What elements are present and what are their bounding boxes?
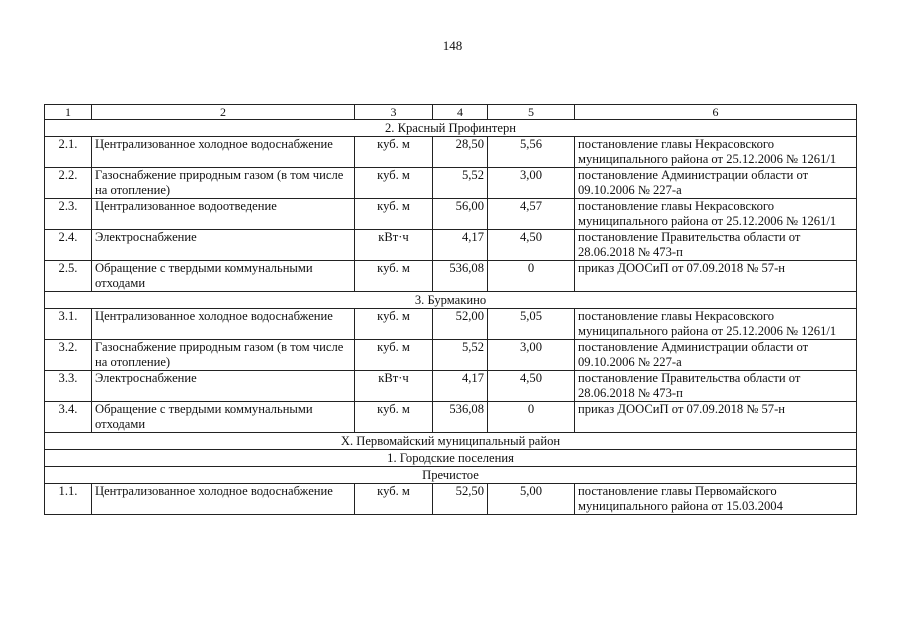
section-heading-row (45, 292, 857, 309)
value-cell: 5,52 (433, 340, 488, 371)
document-reference-cell: приказ ДООСиП от 07.09.2018 № 57-н (575, 402, 857, 433)
service-name-cell: Централизованное холодное водоснабжение (92, 309, 355, 340)
value-cell: 0 (488, 402, 575, 433)
value-cell: 536,08 (433, 261, 488, 292)
table-row (45, 137, 857, 168)
unit-cell: куб. м (355, 309, 433, 340)
item-number-cell: 2.5. (45, 261, 92, 292)
item-number-cell: 3.3. (45, 371, 92, 402)
value-cell: 5,52 (433, 168, 488, 199)
value-cell: 28,50 (433, 137, 488, 168)
service-name-cell: Газоснабжение природным газом (в том числе на отопление) (92, 168, 355, 199)
tariff-table-body (45, 105, 857, 515)
document-reference-cell: постановление главы Некрасовского муниципального района от 25.12.2006 № 1261/1 (575, 309, 857, 340)
service-name-cell: Централизованное холодное водоснабжение (92, 137, 355, 168)
column-number-cell: 2 (92, 105, 355, 120)
item-number-cell: 2.1. (45, 137, 92, 168)
section-heading: 2. Красный Профинтерн (45, 120, 857, 137)
unit-cell: куб. м (355, 484, 433, 515)
section-heading: 1. Городские поселения (45, 450, 857, 467)
service-name-cell: Обращение с твердыми коммунальными отходами (92, 261, 355, 292)
table-row (45, 261, 857, 292)
table-row (45, 371, 857, 402)
column-number-row (45, 105, 857, 120)
value-cell: 4,50 (488, 371, 575, 402)
value-cell: 5,05 (488, 309, 575, 340)
value-cell: 0 (488, 261, 575, 292)
value-cell: 536,08 (433, 402, 488, 433)
table-row (45, 402, 857, 433)
service-name-cell: Газоснабжение природным газом (в том числе на отопление) (92, 340, 355, 371)
document-reference-cell: приказ ДООСиП от 07.09.2018 № 57-н (575, 261, 857, 292)
column-number-cell: 3 (355, 105, 433, 120)
item-number-cell: 2.2. (45, 168, 92, 199)
section-heading: Пречистое (45, 467, 857, 484)
unit-cell: куб. м (355, 199, 433, 230)
value-cell: 3,00 (488, 168, 575, 199)
column-number-cell: 1 (45, 105, 92, 120)
table-row (45, 230, 857, 261)
page-number: 148 (442, 38, 463, 53)
value-cell: 4,50 (488, 230, 575, 261)
value-cell: 5,56 (488, 137, 575, 168)
unit-cell: куб. м (355, 261, 433, 292)
service-name-cell: Электроснабжение (92, 371, 355, 402)
table-row (45, 340, 857, 371)
document-reference-cell: постановление главы Некрасовского муниципального района от 25.12.2006 № 1261/1 (575, 137, 857, 168)
section-heading: 3. Бурмакино (45, 292, 857, 309)
unit-cell: кВт·ч (355, 230, 433, 261)
unit-cell: куб. м (355, 402, 433, 433)
section-heading-row (45, 433, 857, 450)
column-number-cell: 5 (488, 105, 575, 120)
section-heading: X. Первомайский муниципальный район (45, 433, 857, 450)
value-cell: 56,00 (433, 199, 488, 230)
unit-cell: куб. м (355, 340, 433, 371)
item-number-cell: 2.4. (45, 230, 92, 261)
service-name-cell: Электроснабжение (92, 230, 355, 261)
tariff-table (44, 104, 857, 515)
unit-cell: кВт·ч (355, 371, 433, 402)
item-number-cell: 3.1. (45, 309, 92, 340)
value-cell: 52,00 (433, 309, 488, 340)
item-number-cell: 3.2. (45, 340, 92, 371)
service-name-cell: Обращение с твердыми коммунальными отходами (92, 402, 355, 433)
value-cell: 3,00 (488, 340, 575, 371)
document-reference-cell: постановление главы Первомайского муниципального района от 15.03.2004 (575, 484, 857, 515)
table-row (45, 199, 857, 230)
value-cell: 4,17 (433, 371, 488, 402)
item-number-cell: 3.4. (45, 402, 92, 433)
item-number-cell: 1.1. (45, 484, 92, 515)
service-name-cell: Централизованное холодное водоснабжение (92, 484, 355, 515)
table-row (45, 168, 857, 199)
section-heading-row (45, 120, 857, 137)
unit-cell: куб. м (355, 137, 433, 168)
document-reference-cell: постановление Администрации области от 09.10.2006 № 227-а (575, 340, 857, 371)
value-cell: 5,00 (488, 484, 575, 515)
document-reference-cell: постановление Администрации области от 09.10.2006 № 227-а (575, 168, 857, 199)
column-number-cell: 4 (433, 105, 488, 120)
section-heading-row (45, 467, 857, 484)
table-row (45, 484, 857, 515)
document-reference-cell: постановление Правительства области от 28.06.2018 № 473-п (575, 371, 857, 402)
item-number-cell: 2.3. (45, 199, 92, 230)
service-name-cell: Централизованное водоотведение (92, 199, 355, 230)
value-cell: 4,17 (433, 230, 488, 261)
section-heading-row (45, 450, 857, 467)
column-number-cell: 6 (575, 105, 857, 120)
unit-cell: куб. м (355, 168, 433, 199)
value-cell: 52,50 (433, 484, 488, 515)
document-reference-cell: постановление главы Некрасовского муниципального района от 25.12.2006 № 1261/1 (575, 199, 857, 230)
table-row (45, 309, 857, 340)
value-cell: 4,57 (488, 199, 575, 230)
document-reference-cell: постановление Правительства области от 28.06.2018 № 473-п (575, 230, 857, 261)
